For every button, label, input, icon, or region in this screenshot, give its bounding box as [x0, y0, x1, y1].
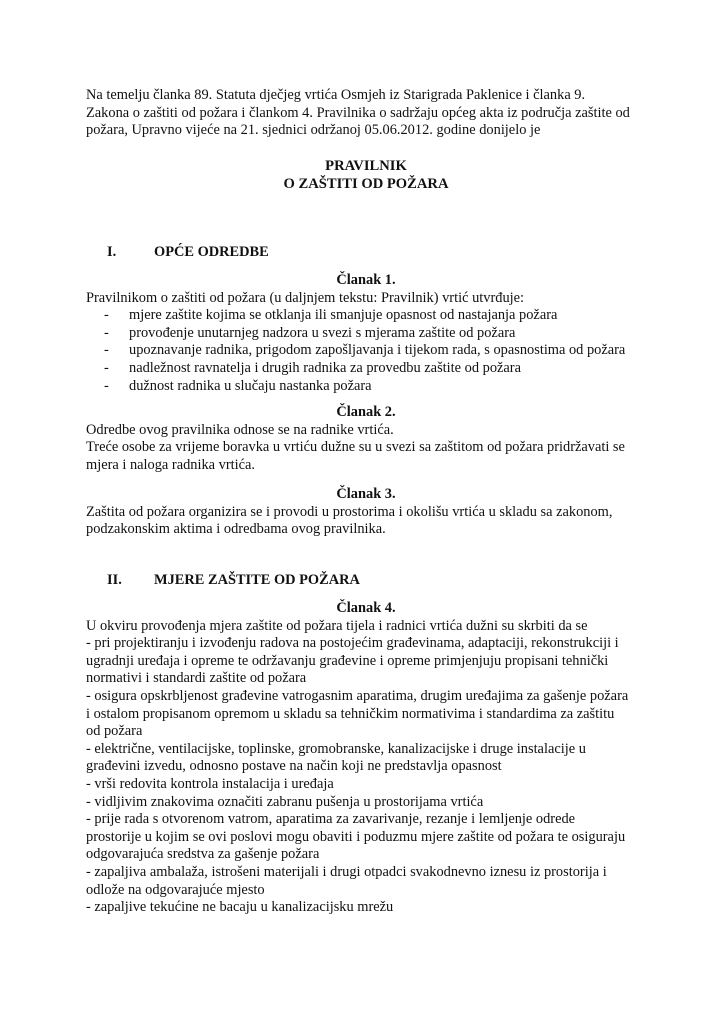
preamble-line: Na temelju članka 89. Statuta dječjeg vrtića Osmjeh iz Starigrada Paklenice i članka 9.: [86, 87, 586, 103]
article-3: [86, 486, 646, 539]
preamble: [86, 87, 646, 140]
article-line: Zaštita od požara organizira se i provodi u prostorima i okolišu vrtića u skladu sa zakonom,: [86, 503, 613, 520]
section-heading-1: [107, 244, 269, 262]
article-line: - zapaljive tekućine ne bacaju u kanalizacijsku mrežu: [86, 899, 394, 916]
article-line: podzakonskim aktima i odredbama ovog pravilnika.: [86, 521, 386, 538]
article-line: odgovarajuća sredstva za gašenje požara: [86, 846, 320, 863]
article-heading: Članak 4.: [336, 600, 396, 616]
article-line: - električne, ventilacijske, toplinske, gromobranske, kanalizacijske i druge instalacije u: [86, 740, 586, 757]
section-number: I.: [107, 244, 117, 260]
list-item: - dužnost radnika u slučaju nastanka požara: [104, 377, 372, 394]
list-item: - provođenje unutarnjeg nadzora u svezi s mjerama zaštite od požara: [104, 324, 516, 341]
title-line-2: O ZAŠTITI OD POŽARA: [283, 175, 449, 192]
section-title: OPĆE ODREDBE: [154, 244, 269, 260]
section-heading-2: [107, 572, 360, 590]
article-line: - vrši redovita kontrola instalacija i uređaja: [86, 775, 334, 792]
article-line: Odredbe ovog pravilnika odnose se na radnike vrtića.: [86, 421, 394, 438]
list-item: - nadležnost ravnatelja i drugih radnika za provedbu zaštite od požara: [104, 359, 521, 376]
list-item: - mjere zaštite kojima se otklanja ili smanjuje opasnost od nastajanja požara: [104, 307, 558, 324]
article-line: ugradnji uređaja i opreme te održavanju građevine i opreme primjenjuju propisani tehnički: [86, 652, 609, 669]
article-2: [86, 404, 646, 474]
article-heading: Članak 1.: [336, 272, 396, 288]
article-heading: Članak 3.: [336, 486, 396, 502]
article-line: - zapaljiva ambalaža, istrošeni materijali i drugi otpadci svakodnevno iznesu iz prostorija i: [86, 863, 607, 880]
article-4: [86, 600, 646, 917]
article-intro: Pravilnikom o zaštiti od požara (u daljnjem tekstu: Pravilnik) vrtić utvrđuje:: [86, 289, 525, 306]
article-1-list: [86, 307, 646, 395]
article-line: odlože na odgovarajuće mjesto: [86, 881, 265, 898]
title-line-1: PRAVILNIK: [325, 158, 407, 174]
article-line: prostorije u kojim se ovi poslovi mogu obaviti i poduzmu mjere zaštite od požara te osiguraju: [86, 828, 626, 845]
article-line: - pri projektiranju i izvođenju radova na postojećim građevinama, adaptaciji, rekonstrukciji i: [86, 635, 619, 652]
article-line: od požara: [86, 723, 143, 740]
article-line: - osigura opskrbljenost građevine vatrogasnim aparatima, drugim uređajima za gašenje požara: [86, 687, 629, 704]
list-item: - upoznavanje radnika, prigodom zapošljavanja i tijekom rada, s opasnostima od požara: [104, 342, 626, 359]
article-1: [86, 272, 646, 395]
document-title: [86, 158, 646, 193]
article-line: - prije rada s otvorenom vatrom, aparatima za zavarivanje, rezanje i lemljenje odrede: [86, 811, 576, 828]
article-line: - vidljivim znakovima označiti zabranu pušenja u prostorijama vrtića: [86, 793, 484, 810]
article-heading: Članak 2.: [336, 404, 396, 420]
article-line: i ostalom propisanom opremom u skladu sa tehničkim normativima i standardima za zaštitu: [86, 705, 615, 722]
section-title: MJERE ZAŠTITE OD POŽARA: [154, 572, 360, 588]
article-line: normativi i standardi zaštite od požara: [86, 670, 307, 687]
article-line: Treće osobe za vrijeme boravka u vrtiću dužne su u svezi sa zaštitom od požara pridržavati se: [86, 439, 625, 456]
article-line: građevini izvedu, odnosno postave na način koji ne predstavlja opasnost: [86, 758, 502, 775]
article-line: mjera i naloga radnika vrtića.: [86, 456, 256, 473]
section-number: II.: [107, 572, 122, 588]
article-line: U okviru provođenja mjera zaštite od požara tijela i radnici vrtića dužni su skrbiti da se: [86, 617, 588, 634]
preamble-line: Zakona o zaštiti od požara i člankom 4. Pravilnika o sadržaju općeg akta iz područja zaštite od: [86, 104, 630, 121]
preamble-line: požara, Upravno vijeće na 21. sjednici održanoj 05.06.2012. godine donijelo je: [86, 122, 541, 139]
